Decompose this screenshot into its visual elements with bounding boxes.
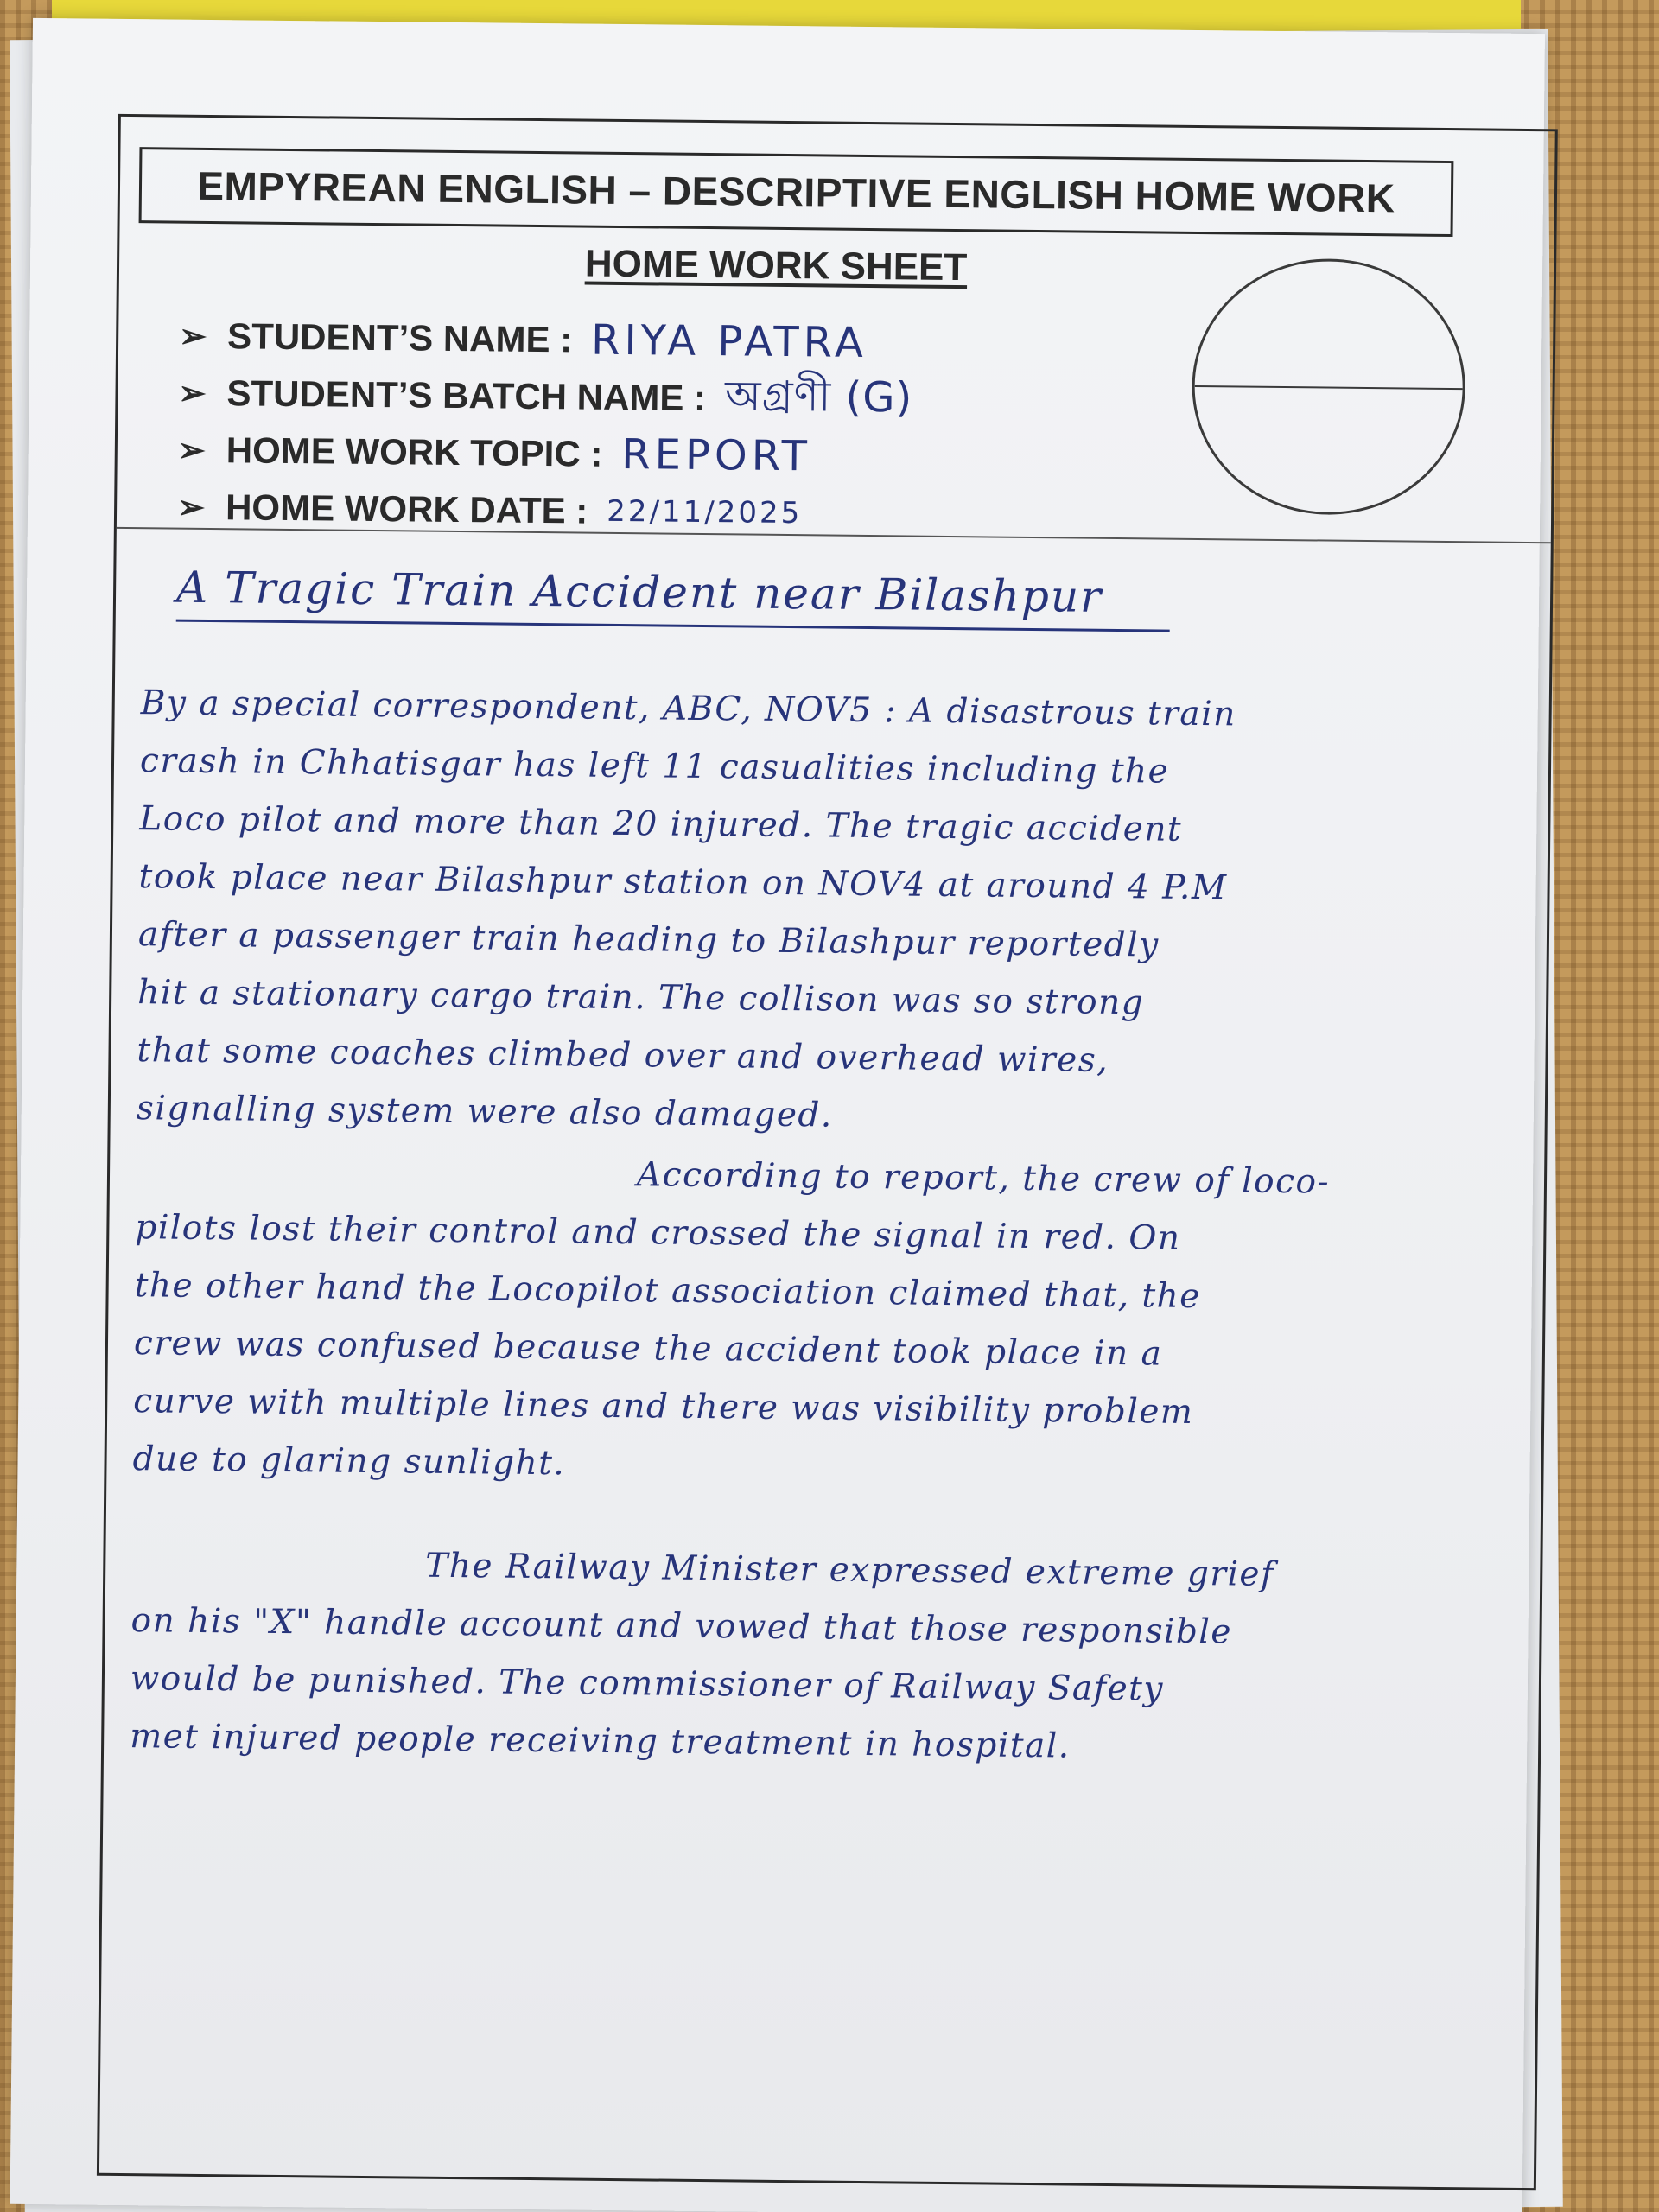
text-line: According to report, the crew of loco- <box>636 1155 1331 1202</box>
arrow-bullet-icon: ➢ <box>178 318 207 355</box>
text-line: would be punished. The commissioner of Railway Safety <box>130 1659 1165 1709</box>
main-title: EMPYREAN ENGLISH – DESCRIPTIVE ENGLISH HOME WORK <box>197 162 1395 221</box>
report-paragraph-3 <box>130 1534 1497 1780</box>
text-line: met injured people receiving treatment in hospital. <box>129 1717 1071 1766</box>
report-paragraph-1 <box>136 674 1506 1152</box>
report-paragraph-2 <box>132 1141 1501 1503</box>
text-line: took place near Bilashpur station on NOV4 at around 4 P.M <box>138 857 1228 908</box>
handwritten-report <box>99 117 1555 2188</box>
field-label: STUDENT’S BATCH NAME : <box>226 372 707 419</box>
sheet-border-frame <box>97 114 1558 2190</box>
arrow-bullet-icon: ➢ <box>177 432 206 469</box>
text-line: pilots lost their control and crossed the signal in red. On <box>135 1208 1181 1258</box>
text-line: Loco pilot and more than 20 injured. The tragic accident <box>139 799 1183 849</box>
text-line: on his "X" handle account and vowed that those responsible <box>130 1601 1233 1652</box>
homework-date-value: 22/11/2025 <box>607 493 803 531</box>
homework-topic-value: REPORT <box>621 430 812 481</box>
text-line: after a passenger train heading to Bilashpur reportedly <box>137 915 1160 965</box>
text-line: the other hand the Locopilot association claimed that, the <box>134 1266 1202 1317</box>
text-line: By a special correspondent, ABC, NOV5 : A disastrous train <box>140 683 1236 734</box>
field-label: HOME WORK TOPIC : <box>226 429 603 474</box>
text-line: crash in Chhatisgar has left 11 casualities including the <box>139 741 1170 791</box>
text-line: due to glaring sunlight. <box>132 1440 566 1484</box>
text-line: crew was confused because the accident took place in a <box>133 1324 1163 1374</box>
homework-sheet <box>10 18 1545 2212</box>
report-heading: A Tragic Train Accident near Bilashpur <box>176 563 1171 632</box>
text-line: curve with multiple lines and there was visibility problem <box>133 1382 1194 1432</box>
arrow-bullet-icon: ➢ <box>178 375 207 412</box>
text-line: that some coaches climbed over and overhead wires, <box>137 1031 1109 1080</box>
text-line: The Railway Minister expressed extreme grief <box>425 1546 1275 1594</box>
sheet-title: HOME WORK SHEET <box>584 242 968 289</box>
batch-name-value: অগ্রণী (G) <box>724 371 913 423</box>
text-line: hit a stationary cargo train. The collison was so strong <box>137 973 1145 1023</box>
arrow-bullet-icon: ➢ <box>176 489 206 526</box>
field-label: HOME WORK DATE : <box>225 486 588 531</box>
text-line: signalling system were also damaged. <box>136 1089 834 1135</box>
student-name-value: RIYA PATRA <box>590 315 868 367</box>
field-label: STUDENT’S NAME : <box>226 315 573 360</box>
